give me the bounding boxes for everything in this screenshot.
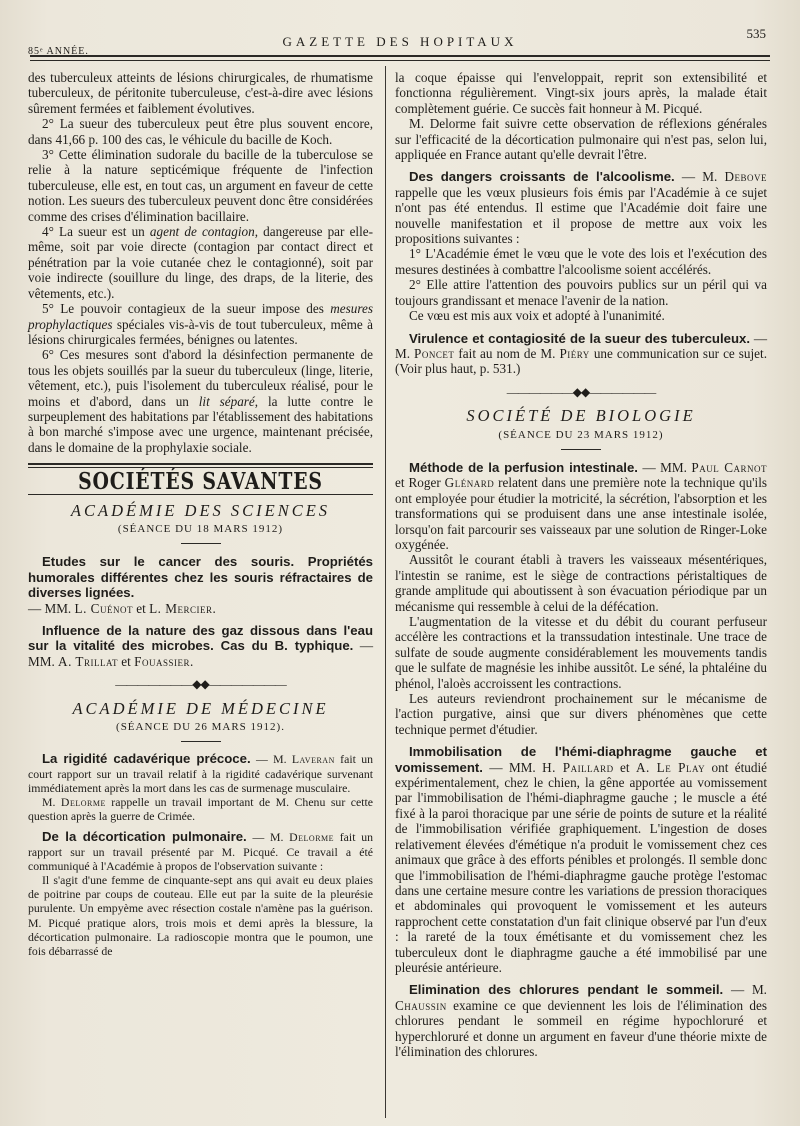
session-date: (SÉANCE DU 18 MARS 1912) — [117, 522, 284, 535]
paragraph: Immobilisation de l'hémi-diaphragme gauche et vomissement. — MM. H. Paillard et A. Le Play ont étudié expérimentalement, chez le chien, la gêne apportée au vomissement par l'immobilisation de l'hémi-diaphragme gauche ; le muscle a été fixé à la paroi thoracique par une série de points de suture et la réalité de l'immobilisation vérifiée graphiquement. L'ingestion de doses relativement élevées d'émétique n'a produit le vomissement chez ces animaux que grâce à des efforts pénibles et prolongés. Il semble donc que l'immobilisation de l'hémi-diaphragme gauche protège l'estomac dans une certaine mesure contre les variations de pression thoraciques et abdominales qui provoquent le vomissement et les auteurs rapprochent cette constatation d'un fait clinique observé par l'un d'eux : la rareté de la toux émétisante et du vomissement chez les tuberculeux dont le diaphragme gauche a été immobilisé par une pleurésie antérieure. — [395, 744, 767, 975]
page-number: 535 — [746, 26, 766, 41]
paragraph: 3° Cette élimination sudorale du bacille de la tuberculose se relie à la nature septicémique fréquente de l'infection tuberculeuse, elle est, en tout cas, un argument en faveur de cette notion. Les sueurs des tuberculeux peuvent donc être considérées comme des crises d'élimination bacillaire. — [28, 147, 373, 224]
paragraph: L'augmentation de la vitesse et du débit du courant perfuseur accélère les contractions et la transsudation intestinale. Une trace de sulfate de soude augmente considérablement les mouvements tandis que le sulfate de magnésie les inhibe aussitôt. Le séné, la phtaléine du phénol, l'aloès accroissent les contractions. — [395, 614, 767, 691]
paragraph: Des dangers croissants de l'alcoolisme. — M. Debove rappelle que les vœux plusieurs fois émis par l'Académie à ce sujet n'ont pas été entendus. Il estime que l'Académie doit faire une nouvelle manifestation et il propose de mettre aux voix les propositions suivantes : — [395, 169, 768, 247]
paragraph: M. Delorme fait suivre cette observation de réflexions générales sur l'efficacité de la décortication pulmonaire qui n'est pas, selon lui, appliquée en France autant qu'elle devrait l'être. — [395, 116, 767, 163]
academy-title: ACADÉMIE DES SCIENCES — [70, 500, 331, 520]
article-heading: Etudes sur le cancer des souris. Propriétés humorales différentes chez les souris réfractaires de diverses lignées. — MM. L. Cuénot et L. Mercier. — [28, 554, 373, 616]
academy-title: ACADÉMIE DE MÉDECINE — [72, 698, 329, 718]
paragraph: Les auteurs reviendront prochainement sur le mécanisme de l'action purgative, ainsi que sur divers phénomènes que cette technique permet d'étudier. — [395, 691, 767, 737]
section-title: SOCIÉTÉS SAVANTES — [78, 468, 323, 496]
paragraph: Ce vœu est mis aux voix et adopté à l'unanimité. — [409, 308, 665, 324]
paragraph: 1° L'Académie émet le vœu que le vote des lois et l'exécution des mesures destinées à combattre l'alcoolisme soient accélérés. — [395, 246, 767, 277]
paragraph: Aussitôt le courant établi à travers les vaisseaux mésentériques, l'intestin se ranime, est le siège de contractions péristaltiques de grande amplitude qui aboutissent à son évacuation périodique par un mécanisme qui ressemble à celui de la défécation. — [395, 552, 767, 614]
header-rule — [30, 55, 770, 57]
header-rule-thin — [30, 60, 770, 61]
paragraph: des tuberculeux atteints de lésions chirurgicales, de rhumatisme tuberculeux, de péritonite tuberculeuse, c'est-à-dire avec lésions sûrement fermées et faiblement évolutives. — [28, 70, 373, 116]
paragraph: De la décortication pulmonaire. — M. Delorme fait un rapport sur un travail présenté par M. Picqué. Ce travail a été communiqué à l'Académie à propos de l'observation suivante : — [28, 829, 373, 873]
paragraph: 2° Elle attire l'attention des pouvoirs publics sur un péril qui va toujours grandissant et menace l'avenir de la nation. — [395, 277, 767, 308]
society-title: SOCIÉTÉ DE BIOLOGIE — [466, 406, 696, 426]
edition-year: 85ᵉ ANNÉE. — [28, 46, 89, 57]
paragraph: 6° Ces mesures sont d'abord la désinfection permanente de tous les objets souillés par la sueur du tuberculeux (linge, literie, vêtement, etc.), puis l'isolement du tuberculeux réalisé, pour le moins et d'abord, dans un lit séparé, la lutte contre le surpeuplement des habitations par l'établissement des habitations à bon marché s'impose avec une urgence, maintenant précisée, dans le domaine de la prophylaxie sociale. — [28, 347, 373, 455]
journal-title: GAZETTE DES HOPITAUX — [282, 34, 518, 49]
left-column — [28, 70, 373, 958]
paragraph: Elimination des chlorures pendant le sommeil. — M. Chaussin examine ce que deviennent les lois de l'élimination des chlorures pendant le sommeil en régime hypochloruré et hyperchloruré et donne un argument en faveur d'une théorie mixte de l'élimination des chlorures. — [395, 982, 767, 1059]
column-divider — [385, 66, 386, 1118]
paragraph: Il s'agit d'une femme de cinquante-sept ans qui avait eu deux plaies de poitrine par coups de couteau. Elle eut par la suite de la pleurésie purulente. Un empyème avec résection costale n'amène pas la guérison. M. Picqué pratique alors, trois mois et demi après la blessure, la décortication pulmonaire. La radioscopie montra que le poumon, une fois débarrassé de — [28, 873, 373, 959]
paragraph: M. Delorme rappelle un travail important de M. Chenu sur cette question après la guerre de Crimée. — [28, 795, 373, 824]
paragraph: 4° La sueur est un agent de contagion, dangereuse par elle-même, soit par voie directe (contagion par contact direct et pénétration par la voie cutanée chez le contagionné), soit par voie indirecte (souillure du linge, des draps, de la literie, des vêtements, etc.). — [28, 224, 373, 301]
ornament-divider: ———————◆◆——————— — [115, 677, 286, 692]
session-date: (SÉANCE DU 23 MARS 1912) — [498, 428, 664, 441]
paragraph: Méthode de la perfusion intestinale. — MM. Paul Carnot et Roger Glénard relatent dans une première note la technique qu'ils ont employée pour étudier la motricité, la sécrétion, l'absorption et les transformations qui se produisent dans une anse intestinale isolée, lorsqu'on fait parcourir ses vaisseaux par une solution de Ringer-Loke oxygénée. — [395, 459, 767, 552]
paragraph: Virulence et contagiosité de la sueur des tuberculeux. — M. Poncet fait au nom de M. Piéry une communication sur ce sujet. (Voir plus haut, p. 531.) — [395, 330, 768, 377]
paragraph: la coque épaisse qui l'enveloppait, reprit son extensibilité et fonctionna régulièrement. Vingt-six jours après, la malade était complètement guérie. Ce succès fait honneur à M. Picqué. — [395, 70, 767, 116]
paragraph: La rigidité cadavérique précoce. — M. Laveran fait un court rapport sur un travail relatif à la rigidité cadavérique survenant immédiatement après la mort dans les cas de surmenage musculaire. — [28, 751, 374, 795]
paragraph: 2° La sueur des tuberculeux peut être plus souvent encore, dans 41,66 p. 100 des cas, le véhicule du bacille de Koch. — [28, 116, 373, 147]
article-heading: Influence de la nature des gaz dissous dans l'eau sur la vitalité des microbes. Cas du B. typhique. — MM. A. Trillat et Fouassier. — [28, 623, 374, 669]
short-rule — [561, 449, 601, 450]
short-rule — [181, 543, 221, 544]
ornament-divider: ——————◆◆—————— — [506, 384, 656, 399]
session-date: (SÉANCE DU 26 MARS 1912). — [116, 721, 285, 734]
short-rule — [181, 741, 221, 742]
right-column — [395, 70, 767, 1059]
paragraph: 5° Le pouvoir contagieux de la sueur impose des mesures prophylactiques spéciales vis-à-vis de tout tuberculeux, même à lésions chirurgicales fermées, bénignes ou latentes. — [28, 301, 373, 347]
